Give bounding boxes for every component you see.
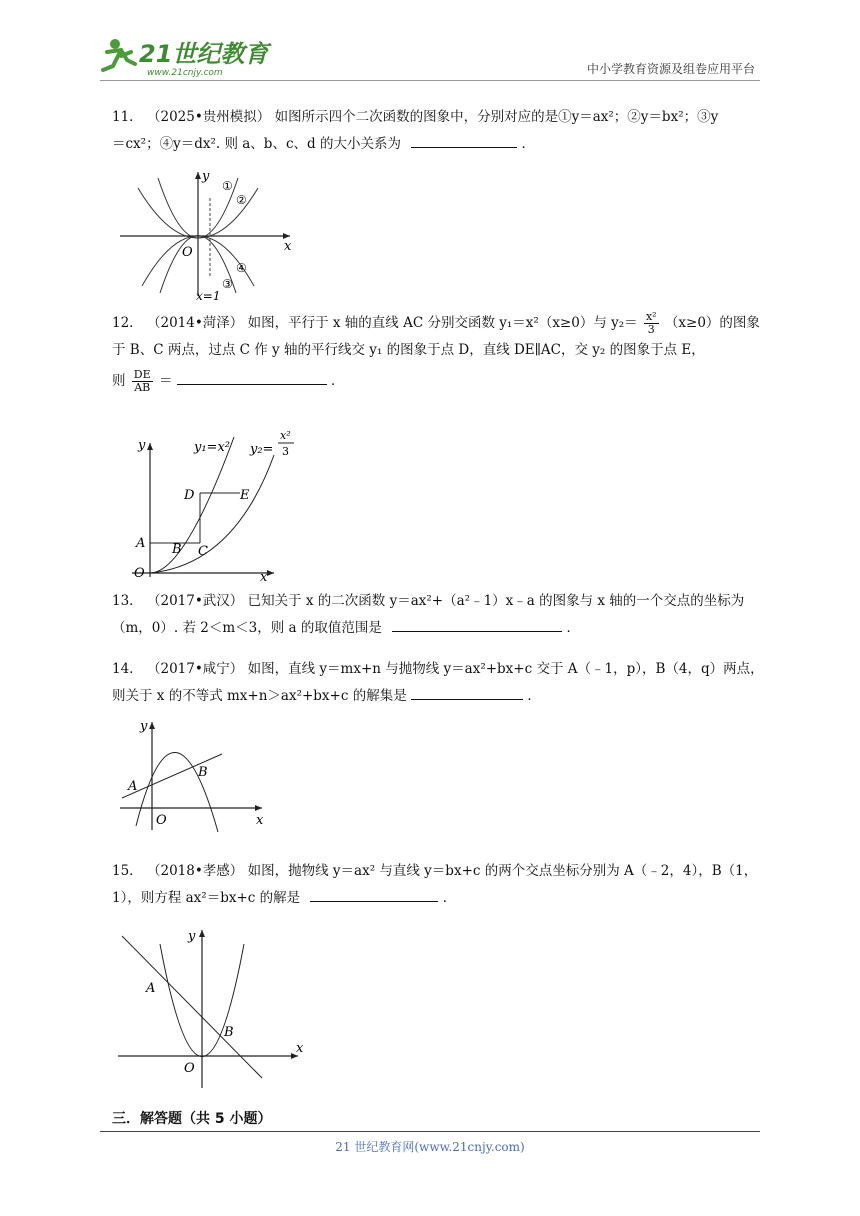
figure-q11 (118, 168, 298, 303)
svg-text:x: x (260, 570, 268, 585)
question-end: ． (442, 890, 457, 906)
answer-blank[interactable] (411, 685, 523, 700)
footer-text[interactable]: 21 世纪教育网(www.21cnjy.com) (335, 1140, 525, 1154)
question-source: （2025•贵州模拟） (146, 109, 271, 125)
question-end: ． (566, 620, 580, 636)
question-15 (112, 858, 772, 912)
svg-text:y: y (138, 438, 146, 453)
svg-text:x: x (296, 1041, 304, 1056)
question-text: ＝cx²；④y＝dx². 则 a、b、c、d 的大小关系为 (112, 136, 401, 152)
question-end: ． (521, 136, 536, 152)
question-text: 则 (112, 373, 126, 389)
svg-text:y: y (188, 929, 196, 944)
svg-text:O: O (184, 1061, 195, 1076)
fraction-de-ab: $\frac{DE}{AB}$ (133, 368, 151, 394)
svg-text:D: D (184, 488, 195, 503)
question-source: （2017•咸宁） (146, 661, 244, 677)
svg-text:x: x (256, 813, 264, 828)
svg-text:④: ④ (236, 261, 247, 275)
question-number: 12． (112, 315, 143, 331)
question-text: 则关于 x 的不等式 mx+n＞ax²+bx+c 的解集是 (112, 688, 407, 704)
svg-text:y: y (202, 169, 210, 184)
svg-text:B: B (198, 765, 208, 780)
question-14 (112, 656, 772, 710)
figure-q15 (116, 924, 302, 1090)
question-number: 13． (112, 593, 143, 609)
footer-divider (100, 1131, 760, 1132)
svg-text:A: A (128, 779, 138, 794)
svg-text:x=1: x=1 (196, 289, 221, 303)
question-source: （2014•菏泽） (146, 315, 244, 331)
svg-text:①: ① (222, 179, 233, 193)
question-text: 如图，平行于 x 轴的直线 AC 分别交函数 y₁＝x²（x≥0）与 y₂＝ (247, 315, 638, 331)
svg-text:x²: x² (280, 429, 291, 442)
question-source: （2018•孝感） (146, 863, 244, 879)
question-end: ． (527, 688, 541, 704)
svg-text:x: x (284, 239, 292, 254)
svg-text:O: O (156, 813, 167, 828)
site-logo (95, 34, 269, 78)
answer-blank[interactable] (177, 370, 327, 385)
svg-text:B: B (224, 1025, 234, 1040)
question-text: （m，0）. 若 2＜m＜3，则 a 的取值范围是 (112, 620, 382, 636)
svg-text:O: O (134, 566, 145, 581)
platform-name: 中小学教育资源及组卷应用平台 (586, 62, 755, 76)
answer-blank[interactable] (411, 133, 517, 148)
svg-text:B: B (172, 542, 182, 557)
section-heading: 三．解答题（共 5 小题） (112, 1111, 272, 1127)
figure-q14 (118, 716, 268, 834)
header-divider (100, 80, 760, 81)
question-number: 15． (112, 863, 143, 879)
svg-text:y₂=: y₂= (250, 442, 274, 457)
question-13 (112, 588, 772, 642)
svg-text:C: C (198, 544, 208, 559)
svg-text:②: ② (236, 193, 247, 207)
question-text: （x≥0）的图象 (664, 315, 760, 331)
question-number: 14． (112, 661, 143, 677)
svg-text:③: ③ (222, 277, 233, 291)
question-text: 1），则方程 ax²＝bx+c 的解是 (112, 890, 301, 906)
question-text: 如图所示四个二次函数的图象中，分别对应的是①y＝ax²；②y＝bx²；③y (274, 109, 719, 125)
question-11 (112, 104, 772, 158)
question-number: 11． (112, 109, 143, 125)
svg-text:O: O (182, 245, 193, 260)
svg-text:A: A (136, 536, 146, 551)
answer-blank[interactable] (392, 617, 562, 632)
figure-q12 (124, 425, 299, 583)
question-text: 如图，直线 y＝mx+n 与抛物线 y＝ax²+bx+c 交于 A（﹣1，p），B（4，q）两点， (247, 661, 764, 677)
question-text: 已知关于 x 的二次函数 y＝ax²+（a²﹣1）x﹣a 的图象与 x 轴的一个交点的坐标为 (247, 593, 745, 609)
svg-text:A: A (146, 981, 156, 996)
question-text: 如图，抛物线 y＝ax² 与直线 y＝bx+c 的两个交点坐标分别为 A（﹣2，4），B（1， (247, 863, 758, 879)
svg-text:3: 3 (282, 445, 289, 458)
question-end: ． (331, 373, 345, 389)
svg-text:21世纪教育: 21世纪教育 (139, 40, 269, 68)
svg-text:www.21cnjy.com: www.21cnjy.com (147, 68, 223, 78)
question-text: 于 B、C 两点，过点 C 作 y 轴的平行线交 y₁ 的图象于点 D，直线 DE∥AC，交 y₂ 的图象于点 E， (112, 342, 705, 358)
answer-blank[interactable] (310, 887, 438, 902)
svg-text:y₁=x²: y₁=x² (194, 440, 230, 455)
svg-text:E: E (240, 488, 250, 503)
svg-text:y: y (140, 719, 148, 734)
question-12: 12． （2014•菏泽） 如图，平行于 x 轴的直线 AC 分别交函数 y₁＝x²（x≥0）与 y₂＝ $\frac{\text{x²}}{3}$ （x≥0）的图象 于 B、C 两点，过点 C 作 y 轴的平行线交 y₁ 的图象于点 D，直线 DE∥AC，交 y₂ 的图象于点 E， 则 $\frac{DE}{AB}$ ＝ ． (112, 310, 760, 394)
question-source: （2017•武汉） (146, 593, 244, 609)
fraction-y2: $\frac{\text{x²}}{3}$ (645, 310, 657, 336)
